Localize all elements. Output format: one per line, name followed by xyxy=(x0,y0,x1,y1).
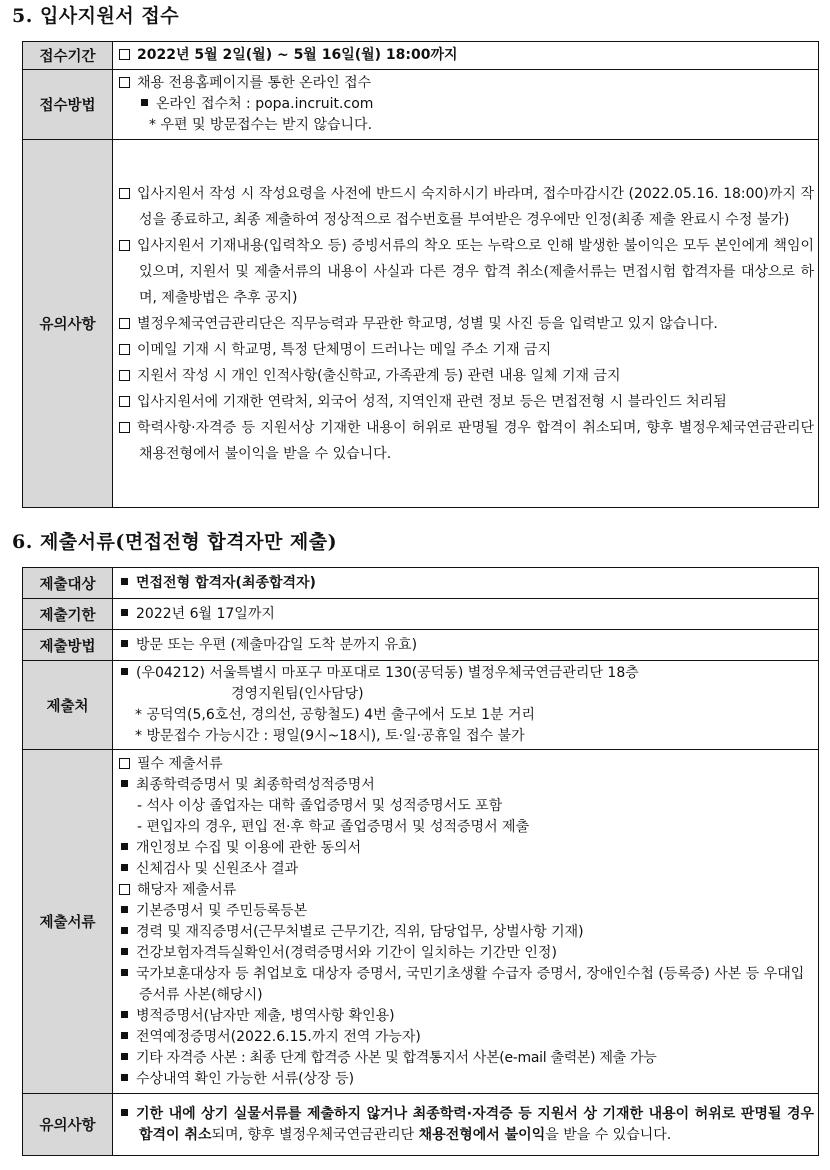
bullet-icon xyxy=(121,640,128,647)
bullet-icon xyxy=(121,609,128,616)
application-table xyxy=(22,41,819,508)
note-item: 이메일 기재 시 학교명, 특정 단체명이 드러나는 메일 주소 기재 금지 xyxy=(119,337,814,363)
directions-note: * 공덕역(5,6호선, 경의선, 공항철도) 4번 출구에서 도보 1분 거리 xyxy=(135,707,536,723)
doc-item: 기타 자격증 사본 : 최종 단계 합격증 사본 및 합격통지서 사본(e-mail 출력본) 제출 가능 xyxy=(136,1049,657,1066)
checkbox-icon xyxy=(119,318,130,329)
bullet-icon xyxy=(121,906,128,913)
bullet-icon xyxy=(141,99,148,106)
checkbox-icon xyxy=(119,77,130,88)
note-item: 입사지원서 기재내용(입력착오 등) 증빙서류의 착오 또는 누락으로 인해 발생한 불이익은 모두 본인에게 책임이 있으며, 지원서 및 제출서류의 내용이 사실과 다른 경우 합격 취소(제출서류는 면접시험 합격자를 대상으로 하며, 제출방법은 추후 공지) xyxy=(119,233,814,311)
caution-label: 유의사항 xyxy=(23,1094,113,1156)
doc-item: 최종학력증명서 및 최종학력성적증명서 xyxy=(136,776,375,793)
period-value: 2022년 5월 2일(월) ~ 5월 16일(월) 18:00까지 xyxy=(113,42,819,70)
method6-label: 제출방법 xyxy=(23,630,113,661)
doc-item: 전역예정증명서(2022.6.15.까지 전역 가능자) xyxy=(136,1028,421,1045)
target-label: 제출대상 xyxy=(23,568,113,599)
bullet-icon xyxy=(121,1053,128,1060)
doc-item: 건강보험자격득실확인서(경력증명서와 기간이 일치하는 기간만 인정) xyxy=(136,944,557,961)
doc-item: 경력 및 재직증명서(근무처별로 근무기간, 직위, 담당업무, 상벌사항 기재) xyxy=(136,923,584,940)
caution-content: 기한 내에 상기 실물서류를 제출하지 않거나 최종학력·자격증 등 지원서 상 기재한 내용이 허위로 판명될 경우 합격이 취소되며, 향후 별정우체국연금관리단 채용전형에서 불이익을 받을 수 있습니다. xyxy=(113,1094,819,1156)
doc-item: 병적증명서(남자만 제출, 병역사항 확인용) xyxy=(136,1007,395,1024)
note-item: 별정우체국연금관리단은 직무능력과 무관한 학교명, 성별 및 사진 등을 입력받고 있지 않습니다. xyxy=(119,311,814,337)
bullet-icon xyxy=(121,1011,128,1018)
notes-label: 유의사항 xyxy=(23,140,113,508)
section5-title: 5. 입사지원서 접수 xyxy=(12,5,180,27)
checkbox-icon xyxy=(119,370,130,381)
note-item: 지원서 작성 시 개인 인적사항(출신학교, 가족관계 등) 관련 내용 일체 기재 금지 xyxy=(119,363,814,389)
bullet-icon xyxy=(121,969,128,976)
bullet-icon xyxy=(121,948,128,955)
applicable-docs-header: 해당자 제출서류 xyxy=(137,881,237,898)
checkbox-icon xyxy=(119,396,130,407)
bullet-icon xyxy=(121,1109,128,1116)
documents-table xyxy=(22,567,819,1156)
visit-hours-note: * 방문접수 가능시간 : 평일(9시~18시), 토·일·공휴일 접수 불가 xyxy=(135,728,525,744)
bullet-icon xyxy=(121,578,128,585)
note-item: 입사지원서에 기재한 연락처, 외국어 성적, 지역인재 관련 정보 등은 면접전형 시 블라인드 처리됨 xyxy=(119,389,814,415)
deadline-value: 2022년 6월 17일까지 xyxy=(113,599,819,630)
bullet-icon xyxy=(121,1032,128,1039)
checkbox-icon xyxy=(119,49,130,60)
method-note: * 우편 및 방문접수는 받지 않습니다. xyxy=(149,117,373,133)
bullet-icon xyxy=(121,864,128,871)
section6-title: 6. 제출서류(면접전형 합격자만 제출) xyxy=(12,531,338,553)
doc-subitem: - 석사 이상 졸업자는 대학 졸업증명서 및 성적증명서도 포함 xyxy=(137,797,503,814)
doc-item: 기본증명서 및 주민등록등본 xyxy=(136,902,308,919)
department-text: 경영지원팀(인사담당) xyxy=(231,686,364,702)
checkbox-icon xyxy=(119,884,130,895)
target-value: 면접전형 합격자(최종합격자) xyxy=(113,568,819,599)
bullet-icon xyxy=(121,843,128,850)
doc-item: 국가보훈대상자 등 취업보호 대상자 증명서, 국민기초생활 수급자 증명서, 장애인수첩 (등록증) 사본 등 우대입증서류 사본(해당시) xyxy=(136,965,805,1003)
place-label: 제출처 xyxy=(23,661,113,750)
method-label: 접수방법 xyxy=(23,70,113,140)
method-content: 채용 전용홈페이지를 통한 온라인 접수 온라인 접수처 : popa.incruit.com * 우편 및 방문접수는 받지 않습니다. xyxy=(113,70,819,140)
checkbox-icon xyxy=(119,344,130,355)
checkbox-icon xyxy=(119,240,130,251)
method6-value: 방문 또는 우편 (제출마감일 도착 분까지 유효) xyxy=(113,630,819,661)
bullet-icon xyxy=(121,1074,128,1081)
note-item: 입사지원서 작성 시 작성요령을 사전에 반드시 숙지하시기 바라며, 접수마감시간 (2022.05.16. 18:00)까지 작성을 종료하고, 최종 제출하여 정상적으로 접수번호를 부여받은 경우에만 인정(최종 제출 완료시 수정 불가) xyxy=(119,181,814,233)
doc-item: 수상내역 확인 가능한 서류(상장 등) xyxy=(136,1070,355,1087)
bullet-icon xyxy=(121,780,128,787)
bullet-icon xyxy=(121,668,128,675)
doc-item: 신체검사 및 신원조사 결과 xyxy=(136,860,299,877)
doc-item: 개인정보 수집 및 이용에 관한 동의서 xyxy=(136,839,362,856)
checkbox-icon xyxy=(119,422,130,433)
deadline-label: 제출기한 xyxy=(23,599,113,630)
place-content xyxy=(113,661,819,750)
checkbox-icon xyxy=(119,188,130,199)
online-site-text: 온라인 접수처 : popa.incruit.com xyxy=(156,96,374,112)
required-docs-header: 필수 제출서류 xyxy=(137,755,223,772)
checkbox-icon xyxy=(119,758,130,769)
period-label: 접수기간 xyxy=(23,42,113,70)
notes-content xyxy=(113,140,819,508)
documents-label: 제출서류 xyxy=(23,750,113,1094)
documents-content xyxy=(113,750,819,1094)
note-item: 학력사항·자격증 등 지원서상 기재한 내용이 허위로 판명될 경우 합격이 취소되며, 향후 별정우체국연금관리단 채용전형에서 불이익을 받을 수 있습니다. xyxy=(119,415,814,467)
bullet-icon xyxy=(121,927,128,934)
doc-subitem: - 편입자의 경우, 편입 전·후 학교 졸업증명서 및 성적증명서 제출 xyxy=(137,818,530,835)
address-text: (우04212) 서울특별시 마포구 마포대로 130(공덕동) 별정우체국연금관리단 18층 xyxy=(136,665,639,681)
